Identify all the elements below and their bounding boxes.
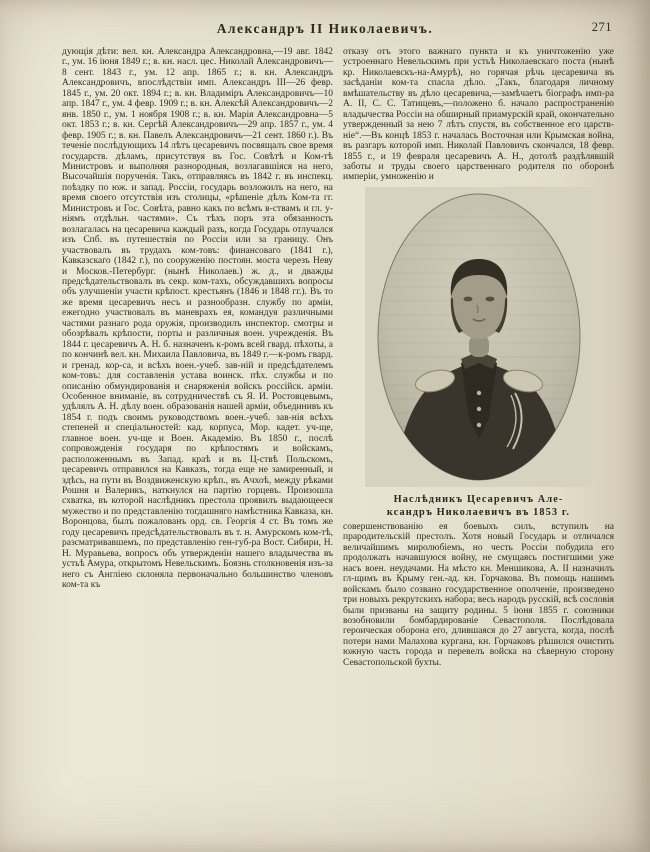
right-column xyxy=(343,47,614,668)
text-columns xyxy=(0,38,650,668)
portrait-figure xyxy=(365,187,593,519)
page-header xyxy=(0,0,650,38)
portrait-caption-line-1: Наслѣдникъ Цесаревичъ Але- xyxy=(393,493,564,505)
portrait-caption-line-2: ксандръ Николаевичъ въ 1853 г. xyxy=(386,506,571,518)
left-column-text: дующія дѣти: вел. кн. Александра Александровна,—19 авг. 1842 г., ум. 16 іюня 1849 г.; в. кн. насл. цес. Николай Александровичъ—8 сент. 1843 г., ум. 12 апр. 1865 г.; в. кн. Александръ Александровичъ, впослѣдствіи имп. Александръ III—26 февр. 1845 г., ум. 20 окт. 1894 г.; в. кн. Владиміръ Александровичъ—10 апр. 1847 г., ум. 4 февр. 1909 г.; в. кн. Алексѣй Александровичъ—2 янв. 1850 г., ум. 1 ноября 1908 г.; в. кн. Марія Александровна—5 окт. 1853 г.; в. кн. Сергѣй Александровичъ—29 апр. 1857 г., ум. 4 февр. 1905 г.; в. кн. Павелъ Александровичъ—21 сент. 1860 г.). Въ теченіе послѣдующихъ 14 лѣтъ цесаревичъ посвящалъ свое время государств. дѣламъ, присутствуя въ Гос. Совѣтѣ и Ком-тѣ Министровъ и выполняя разнородныя, возлагавшіяся на него, Высочайшія порученія. Такъ, отправляясь въ 1842 г. въ инспекц. поѣздку по юж. и запад. Россіи, государь возложилъ на него, на время своего отсутствія изъ столицы, «рѣшеніе дѣлъ Ком-та гг. Министровъ и Гос. Совѣта, равно какъ по всѣмъ в-ствамъ и гл. у-ніямъ отдѣльн. частями». Съ тѣхъ поръ эта обязанность возлагалась на цесаревича каждый разъ, когда Государь отлучался изъ Спб. въ путешествія по Россіи или за границу. Онъ участвовалъ въ трудахъ ком-товъ: финансоваго (1841 г.), Кавказскаго (1842 г.), по сооруженію постоян. моста черезъ Неву и Москов.-Петербург. (нынѣ Николаев.) ж. д., и дважды предсѣдательствовалъ въ секр. ком-тахъ, обсуждавшихъ вопросы объ улучшеніи участи крѣпост. крестьянъ (1846 и 1848 гг.). Въ то же время цесаревичъ несъ и разнообразн. службу по арміи, ежегодно участвовалъ въ маневрахъ ея, командуя различными частями разнаго рода оружія, производилъ инспектор. смотры и обозрѣвалъ крѣпости, порты и различныя воен. учрежденія. Въ 1844 г. цесаревичъ А. Н. б. назначенъ к-ромъ всей гвард. пѣхоты, а по кончинѣ вел. кн. Михаила Павловича, въ 1849 г.—к-ромъ гвард. и гренад. кор-са, и всѣхъ воен.-учеб. зав-ній и предсѣдателемъ ком-товъ: для составленія устава воинск. пѣх. службы и по описанію обмундированія и снаряженія войскъ россійск. арміи. Особенное вниманіе, въ сотрудничествѣ съ Я. И. Ростовцевымъ, удѣлялъ А. Н. дѣлу воен. образованія нашей арміи, объединивъ къ 1854 г. подъ своимъ руководствомъ воен.-учеб. зав-нія всѣхъ степеней и спеціальностей: кад. корпуса, Мор. кадет. уч-ще, главное воен. уч-ще и Воен. Академію. Въ 1850 г., послѣ сопровожденія государя по крѣпостямъ и войскамъ, расположеннымъ въ Запад. краѣ и въ Ц-ствѣ Польскомъ, цесаревичъ отправился на Кавказъ, тогда еще не замиренный, и здѣсь, на пути въ Воздвиженскую крѣп., въ Ачхоѣ, между рѣками Рошня и Валерикъ, наткнулся на партію горцевъ. Произошла схватка, въ которой наслѣдникъ престола проявилъ выдающееся мужество и по представленію тогдашняго намѣстника Кавказа, кн. Воронцова, былъ пожалованъ орд. св. Георгія 4 ст. Въ томъ же году цесаревичъ предсѣдательствовалъ въ т. н. Амурскомъ ком-тѣ, разсматривавшемъ, по представленію ген-губ-ра Вост. Сибири, Н. Н. Муравьева, вопросъ объ утвержденіи нашего владычества въ устьѣ Амура, открытомъ Невельскимъ. Боязнь столкновенія изъ-за него съ Англіею склоняла первоначально большинство членовъ ком-та къ xyxy=(62,47,333,591)
right-column-bottom-text: совершенствованію ея боевыхъ силъ, вступилъ на прародительскій престолъ. Хотя новый Государь и отличался величайшимъ миролюбіемъ, но честь Россіи побудила его продолжать начавшуюся войну, не смущаясь постигшими уже насъ воен. неудачами. На мѣсто кн. Меншикова, А. II назначилъ гл-щимъ въ Крыму ген.-ад. кн. Горчакова. Въ помощь нашимъ войскамъ было созвано государственное ополченіе, произведено три новыхъ рекрутскихъ набора; весь народъ русскій, всѣ сословія были призваны на защиту родины. 5 іюня 1855 г. союзники возобновили бомбардированіе Севастополя. Послѣдовала героическая оборона его, длившаяся до 27 августа, когда, послѣ потери нами Малахова кургана, кн. Горчаковъ рѣшился очистить южную часть города и перевелъ войска на сѣверную сторону Севастопольской бухты. xyxy=(343,521,614,668)
portrait-image xyxy=(365,187,593,487)
right-column-top-text: отказу отъ этого важнаго пункта и къ уничтоженію уже устроеннаго Невельскимъ при устьѣ Николаевскаго поста (нынѣ кр. Николаевскъ-на-Амурѣ), но горячая рѣчь цесаревича въ засѣданіи ком-та спасла дѣло. „Такъ, благодаря личному вмѣшательству въ дѣло цесаревича,—замѣчаетъ біографъ имп-ра А. II, С. С. Татищевъ,—положено б. начало распространенію владычества Россіи на обширный приамурскій край, окончательно утвержденный за нею 7 лѣтъ спустя, въ собственное его царств-ніе“.—Въ концѣ 1853 г. началась Восточная или Крымская война, въ разгаръ которой имп. Николай Павловичъ скончался, 18 февр. 1855 г., и 19 февраля цесаревичъ А. Н., дотолѣ раздѣлявшій заботы и труды своего царственнаго родителя по оборонѣ имперіи, умноженію и xyxy=(343,47,614,183)
portrait-caption xyxy=(365,493,593,519)
page-number: 271 xyxy=(591,20,612,34)
page-header-title: Александръ II Николаевичъ. xyxy=(216,21,434,36)
